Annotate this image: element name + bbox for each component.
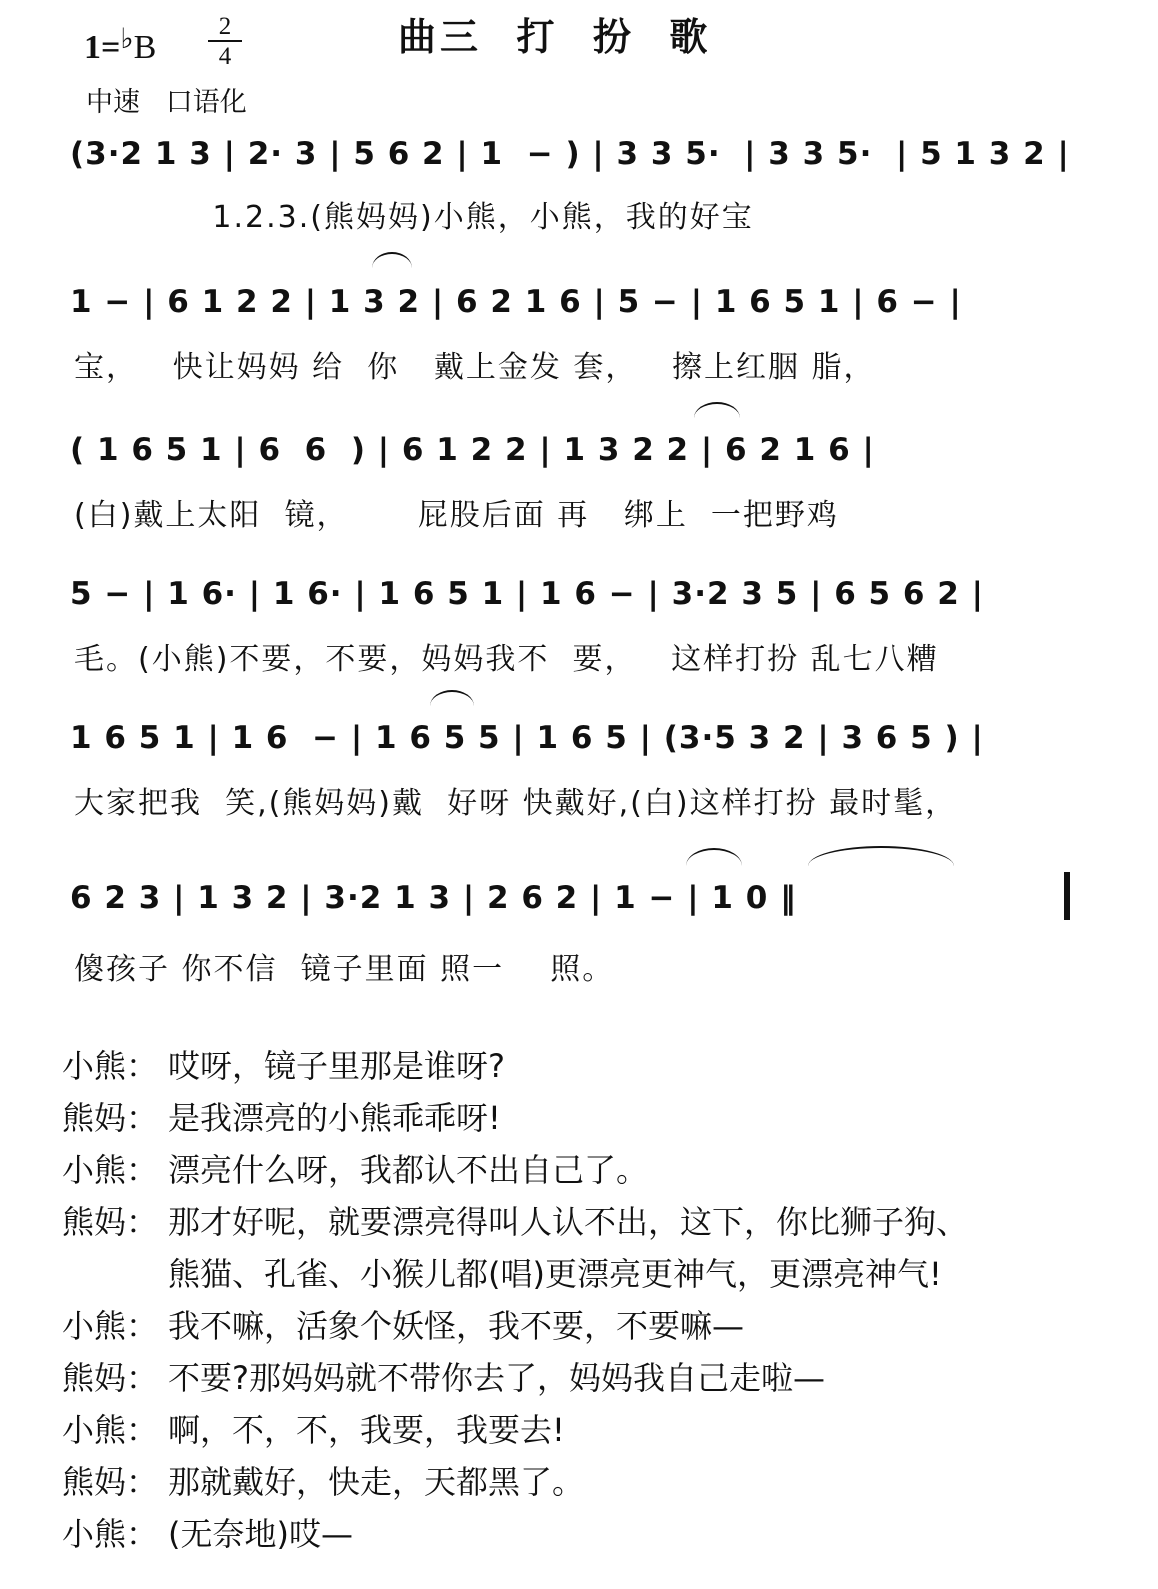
slur-mark xyxy=(372,252,412,268)
notation-line-5: 1 6 5 1 | 1 6 − | 1 6 5 5 | 1 6 5 | (3·5 3 2 | 3 6 5 ) | xyxy=(70,720,984,756)
dialogue-line xyxy=(62,1404,1082,1456)
speaker xyxy=(62,1248,168,1300)
speaker: 熊妈： xyxy=(62,1099,159,1137)
dialogue-text: 漂亮什么呀，我都认不出自己了。 xyxy=(168,1151,649,1189)
song-title: 曲三 打 扮 歌 xyxy=(398,15,712,59)
speaker: 小熊： xyxy=(62,1151,159,1189)
notation-line-6: 6 2 3 | 1 3 2 | 3·2 1 3 | 2 6 2 | 1 − | 1 0 ‖ xyxy=(70,880,797,916)
notation-line-2: 1 − | 6 1 2 2 | 1 3 2 | 6 2 1 6 | 5 − | 1 6 5 1 | 6 − | xyxy=(70,284,962,320)
dialogue-line xyxy=(62,1144,1082,1196)
final-barline xyxy=(1064,872,1070,920)
dialogue-line xyxy=(62,1352,1082,1404)
notation-line-1: (3·2 1 3 | 2· 3 | 5 6 2 | 1 − ) | 3 3 5· | 3 3 5· | 5 1 3 2 | xyxy=(70,136,1070,172)
dialogue-line xyxy=(62,1300,1082,1352)
speaker: 熊妈： xyxy=(62,1359,159,1397)
dialogue-line xyxy=(62,1196,1082,1248)
slur-mark xyxy=(694,402,740,418)
dialogue-section xyxy=(62,1040,1082,1560)
slur-mark xyxy=(808,846,954,866)
dialogue-text: 哎呀，镜子里那是谁呀? xyxy=(168,1047,505,1085)
slur-mark xyxy=(430,690,474,706)
meter-bottom: 4 xyxy=(218,43,232,70)
lyric-line-5: 大家把我 笑,(熊妈妈)戴 好呀 快戴好,(白)这样打扮 最时髦， xyxy=(74,786,958,821)
speaker: 小熊： xyxy=(62,1307,159,1345)
flat-sign: ♭ xyxy=(120,24,134,55)
notation-line-4: 5 − | 1 6· | 1 6· | 1 6 5 1 | 1 6 − | 3·2 3 5 | 6 5 6 2 | xyxy=(70,576,984,612)
dialogue-line xyxy=(62,1092,1082,1144)
time-signature xyxy=(208,14,242,69)
speaker: 熊妈： xyxy=(62,1203,159,1241)
dialogue-line xyxy=(62,1508,1082,1560)
lyric-line-2: 宝， 快让妈妈 给 你 戴上金发 套， 擦上红胭 脂， xyxy=(74,350,876,385)
speaker: 小熊： xyxy=(62,1515,159,1553)
dialogue-line xyxy=(62,1248,1082,1300)
lyric-line-6: 傻孩子 你不信 镜子里面 照一 照。 xyxy=(74,952,615,987)
dialogue-text: 是我漂亮的小熊乖乖呀! xyxy=(168,1099,501,1137)
dialogue-text: 我不嘛，活象个妖怪，我不要，不要嘛— xyxy=(168,1307,745,1345)
slur-mark xyxy=(686,848,742,866)
dialogue-text: 熊猫、孔雀、小猴儿都(唱)更漂亮更神气，更漂亮神气! xyxy=(168,1255,942,1293)
dialogue-line xyxy=(62,1040,1082,1092)
key-name: B xyxy=(133,29,157,66)
lyric-line-1: 1.2.3.(熊妈妈)小熊，小熊，我的好宝 xyxy=(74,200,754,235)
speaker: 小熊： xyxy=(62,1047,159,1085)
notation-line-3: ( 1 6 5 1 | 6 6 ) | 6 1 2 2 | 1 3 2 2 | 6 2 1 6 | xyxy=(70,432,875,468)
meter-top: 2 xyxy=(208,14,242,42)
dialogue-text: (无奈地)哎— xyxy=(168,1515,353,1553)
tempo-marking: 中速 口语化 xyxy=(86,87,247,118)
lyric-line-3: (白)戴上太阳 镜， 屁股后面 再 绑上 一把野鸡 xyxy=(74,498,839,533)
lyric-line-4: 毛。(小熊)不要，不要，妈妈我不 要， 这样打扮 乱七八糟 xyxy=(74,642,939,677)
dialogue-text: 那才好呢，就要漂亮得叫人认不出，这下，你比狮子狗、 xyxy=(168,1203,969,1241)
dialogue-line xyxy=(62,1456,1082,1508)
dialogue-text: 啊，不，不，我要，我要去! xyxy=(168,1411,565,1449)
speaker: 小熊： xyxy=(62,1411,159,1449)
key-prefix: 1= xyxy=(84,29,121,66)
dialogue-text: 不要?那妈妈就不带你去了，妈妈我自己走啦— xyxy=(168,1359,825,1397)
key-signature xyxy=(84,22,156,67)
speaker: 熊妈： xyxy=(62,1463,159,1501)
dialogue-text: 那就戴好，快走，天都黑了。 xyxy=(168,1463,585,1501)
